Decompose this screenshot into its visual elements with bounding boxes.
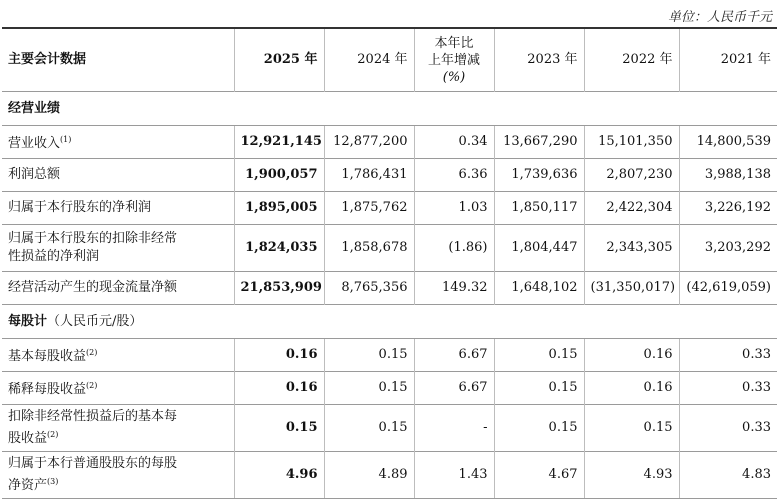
table-row (2, 272, 777, 305)
value-2023: 1,648,102 (494, 272, 584, 305)
value-change: (1.86) (414, 225, 494, 272)
value-2025: 0.16 (234, 339, 324, 372)
value-2024: 0.15 (324, 405, 414, 452)
header-year-2021: 2021 年 (679, 28, 777, 92)
value-change: 1.43 (414, 452, 494, 499)
value-2021: (42,619,059) (679, 272, 777, 305)
value-2022: 0.15 (584, 405, 679, 452)
table-row (2, 405, 777, 452)
value-2022: 0.16 (584, 372, 679, 405)
value-2024: 12,877,200 (324, 126, 414, 159)
row-label: 利润总额 (2, 159, 234, 192)
header-change-line1: 本年比 (434, 35, 474, 51)
value-change: 6.67 (414, 339, 494, 372)
section-row-per-share (2, 305, 777, 339)
value-2021: 0.33 (679, 405, 777, 452)
table-row (2, 225, 777, 272)
value-2023: 1,739,636 (494, 159, 584, 192)
value-2025: 1,900,057 (234, 159, 324, 192)
section-row-operating (2, 92, 777, 126)
value-2025: 1,824,035 (234, 225, 324, 272)
row-label: 稀释每股收益$^{(2)}$ (2, 372, 234, 405)
value-change: 149.32 (414, 272, 494, 305)
table-row (2, 452, 777, 499)
value-2024: 1,875,762 (324, 192, 414, 225)
value-2025: 4.96 (234, 452, 324, 499)
value-2022: 2,422,304 (584, 192, 679, 225)
value-2025: 1,895,005 (234, 192, 324, 225)
row-label: 基本每股收益$^{(2)}$ (2, 339, 234, 372)
value-2022: 2,343,305 (584, 225, 679, 272)
table-row (2, 159, 777, 192)
value-2023: 1,804,447 (494, 225, 584, 272)
value-change: 6.67 (414, 372, 494, 405)
header-change (414, 28, 494, 92)
value-2024: 1,858,678 (324, 225, 414, 272)
table-row (2, 126, 777, 159)
header-year-2025: 2025 年 (234, 28, 324, 92)
value-2022: (31,350,017) (584, 272, 679, 305)
row-label: 归属于本行股东的扣除非经常 性损益的净利润 (2, 225, 234, 272)
row-label: 经营活动产生的现金流量净额 (2, 272, 234, 305)
value-change: 6.36 (414, 159, 494, 192)
value-change: 1.03 (414, 192, 494, 225)
value-2024: 0.15 (324, 339, 414, 372)
header-year-2024: 2024 年 (324, 28, 414, 92)
section-title-operating: 经营业绩 (2, 92, 777, 126)
value-2023: 0.15 (494, 372, 584, 405)
value-2024: 8,765,356 (324, 272, 414, 305)
value-2022: 0.16 (584, 339, 679, 372)
value-2025: 21,853,909 (234, 272, 324, 305)
row-label: 归属于本行股东的净利润 (2, 192, 234, 225)
header-year-2023: 2023 年 (494, 28, 584, 92)
value-2021: 3,988,138 (679, 159, 777, 192)
value-2021: 14,800,539 (679, 126, 777, 159)
value-2023: 1,850,117 (494, 192, 584, 225)
header-change-line2: 上年增减 (427, 52, 480, 68)
value-2023: 13,667,290 (494, 126, 584, 159)
value-2023: 4.67 (494, 452, 584, 499)
value-2025: 0.15 (234, 405, 324, 452)
value-2023: 0.15 (494, 405, 584, 452)
value-change: - (414, 405, 494, 452)
value-2021: 0.33 (679, 372, 777, 405)
value-2024: 1,786,431 (324, 159, 414, 192)
value-2022: 15,101,350 (584, 126, 679, 159)
value-2024: 0.15 (324, 372, 414, 405)
value-change: 0.34 (414, 126, 494, 159)
value-2021: 0.33 (679, 339, 777, 372)
value-2025: 12,921,145 (234, 126, 324, 159)
table-row (2, 192, 777, 225)
value-2021: 3,226,192 (679, 192, 777, 225)
header-year-2022: 2022 年 (584, 28, 679, 92)
table-header-row (2, 28, 777, 92)
section-title-per-share: 每股计（人民币元/股） (2, 305, 777, 339)
value-2024: 4.89 (324, 452, 414, 499)
row-label: 营业收入$^{(1)}$ (2, 126, 234, 159)
value-2022: 4.93 (584, 452, 679, 499)
row-label: 扣除非经常性损益后的基本每 股收益$^{(2)}$ (2, 405, 234, 452)
header-item: 主要会计数据 (2, 28, 234, 92)
value-2021: 4.83 (679, 452, 777, 499)
unit-label: 单位：人民币千元 (667, 10, 772, 25)
value-2021: 3,203,292 (679, 225, 777, 272)
value-2025: 0.16 (234, 372, 324, 405)
header-change-unit: (%) (442, 69, 466, 85)
row-label: 归属于本行普通股股东的每股 净资产$^{(3)}$ (2, 452, 234, 499)
financial-data-table (2, 27, 777, 499)
value-2023: 0.15 (494, 339, 584, 372)
table-row (2, 372, 777, 405)
value-2022: 2,807,230 (584, 159, 679, 192)
table-row (2, 339, 777, 372)
